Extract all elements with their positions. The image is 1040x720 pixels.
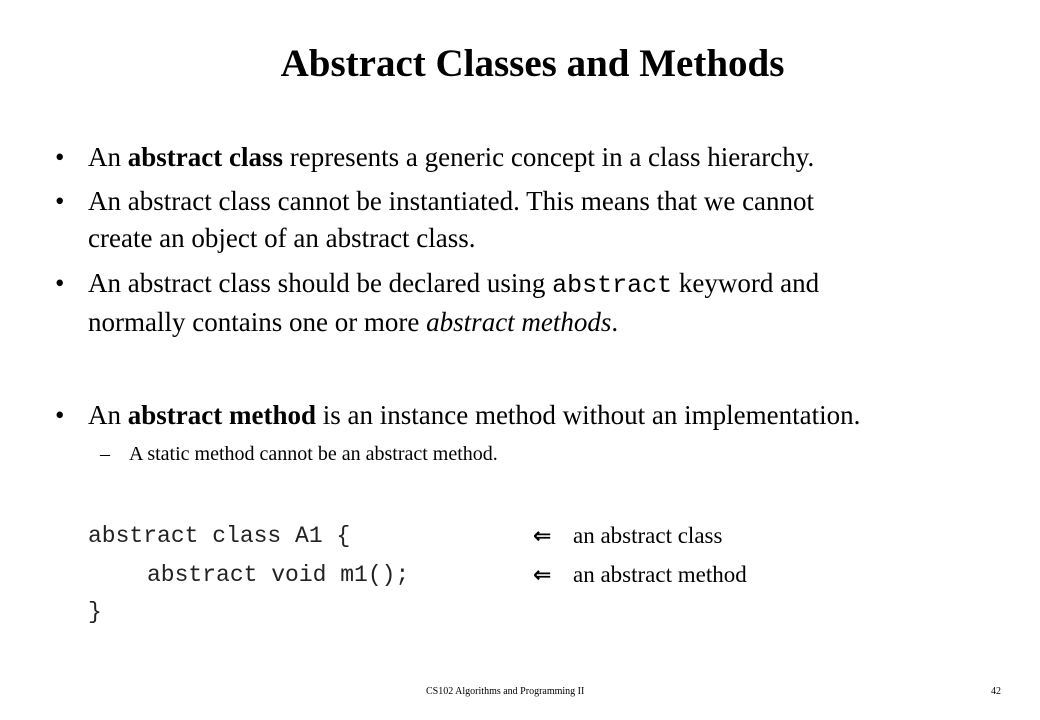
bullet-term: abstract class [127, 142, 283, 172]
bullet-text [88, 265, 998, 341]
bullet-dot: • [55, 186, 65, 216]
bullet-italic: abstract methods [426, 307, 612, 337]
bullet-line: create an object of an abstract class. [88, 223, 476, 253]
keyword-code: abstract [552, 271, 673, 300]
bullet-text [88, 183, 998, 257]
annotation-text: an abstract class [573, 523, 723, 548]
page-number: 42 [991, 686, 1001, 697]
bullet-dot: • [55, 142, 65, 172]
bullet-line-end: . [611, 307, 619, 337]
bullet-text [88, 397, 998, 434]
bullet-text-post: keyword and [672, 268, 820, 298]
slide-title: Abstract Classes and Methods [280, 42, 785, 85]
code-line-1: abstract class A1 { [88, 523, 351, 549]
bullet-line: normally contains one or more [88, 307, 427, 337]
bullet-text-pre: An [88, 142, 128, 172]
code-line-2: abstract void m1(); [147, 562, 410, 588]
sub-bullet-dash: – [100, 443, 110, 465]
left-arrow-icon: ⇐ [533, 563, 552, 588]
code-line-3: } [88, 599, 102, 625]
annotation-class [533, 522, 722, 551]
bullet-text-pre: An [88, 400, 128, 430]
annotation-text: an abstract method [573, 562, 747, 587]
bullet-text-pre: An abstract class should be declared using [88, 268, 553, 298]
bullet-text [88, 139, 998, 176]
footer-course: CS102 Algorithms and Programming II [426, 686, 585, 697]
bullet-text-post: is an instance method without an implementation. [315, 400, 861, 430]
bullet-text-post: represents a generic concept in a class hierarchy. [282, 142, 815, 172]
left-arrow-icon: ⇐ [533, 524, 552, 549]
annotation-method [533, 561, 747, 590]
bullet-line: An abstract class cannot be instantiated. This means that we cannot [88, 186, 815, 216]
bullet-term: abstract method [127, 400, 316, 430]
bullet-dot: • [55, 268, 65, 298]
sub-bullet-text: A static method cannot be an abstract method. [129, 443, 498, 465]
bullet-dot: • [55, 400, 65, 430]
